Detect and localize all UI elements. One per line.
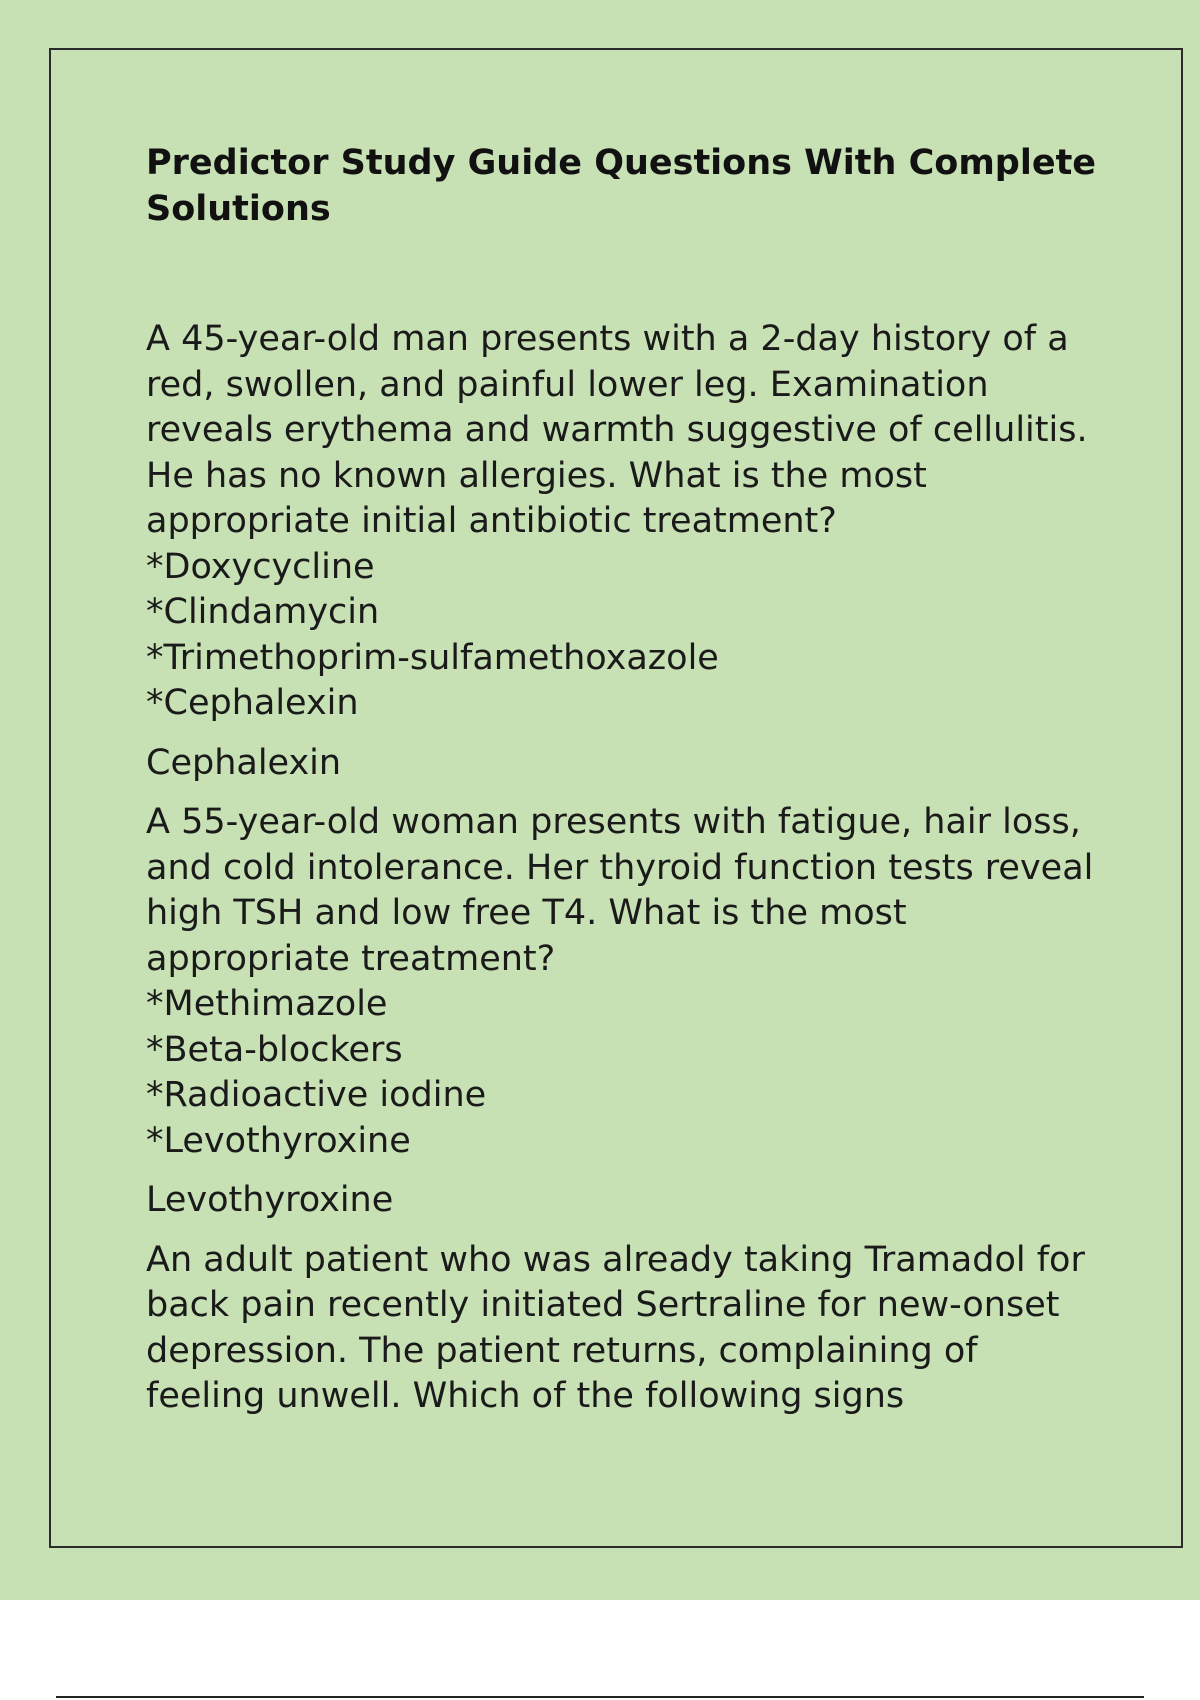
- option-item: *Levothyroxine: [146, 1120, 411, 1161]
- document-content: [146, 140, 1106, 1420]
- option-item: *Cephalexin: [146, 683, 359, 723]
- option-item: *Beta-blockers: [146, 1029, 403, 1070]
- footer-rule: [56, 1696, 1144, 1698]
- option-item: *Radioactive iodine: [146, 1075, 487, 1115]
- question-block-1: [146, 317, 1106, 786]
- option-item: *Trimethoprim-sulfamethoxazole: [146, 637, 719, 678]
- question-text: A 45-year-old man presents with a 2-day history of a red, swollen, and painful lower leg. Examination reveals erythema and warmth suggestive of cellulitis. He has no known allergies. What is the most appropriate initial antibiotic treatment?: [146, 319, 1088, 541]
- option-list: [146, 982, 1106, 1164]
- option-item: *Clindamycin: [146, 592, 380, 632]
- answer-text: Cephalexin: [146, 742, 342, 783]
- document-title: Predictor Study Guide Questions With Complete Solutions: [146, 143, 1097, 229]
- option-item: *Doxycycline: [146, 546, 375, 587]
- question-block-3: [146, 1238, 1106, 1420]
- option-item: *Methimazole: [146, 984, 388, 1024]
- option-list: [146, 545, 1106, 727]
- answer-text: Levothyroxine: [146, 1180, 394, 1220]
- question-block-2: [146, 800, 1106, 1224]
- question-text: An adult patient who was already taking Tramadol for back pain recently initiated Sertraline for new-onset depression. The patient returns, complaining of feeling unwell. Which of the following signs: [146, 1239, 1085, 1416]
- question-text: A 55-year-old woman presents with fatigue, hair loss, and cold intolerance. Her thyroid function tests reveal high TSH and low free T4. What is the most appropriate treatment?: [146, 802, 1094, 979]
